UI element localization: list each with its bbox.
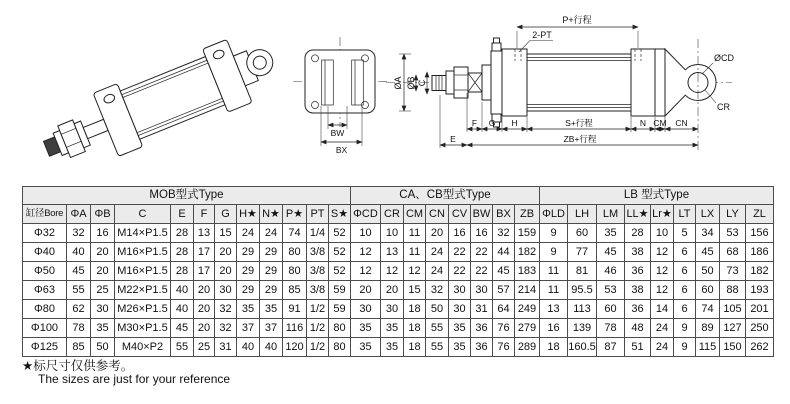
value-cell: 24 (426, 243, 449, 262)
value-cell: 60 (568, 224, 597, 243)
column-header: Lr★ (651, 205, 674, 224)
value-cell: 80 (283, 243, 307, 262)
value-cell: 1/4 (307, 224, 329, 243)
value-cell: 35 (381, 338, 404, 357)
value-cell: M16×P1.5 (115, 243, 171, 262)
value-cell: 45 (696, 243, 720, 262)
value-cell: 57 (493, 281, 515, 300)
value-cell: 12 (651, 262, 674, 281)
column-header: LY (720, 205, 746, 224)
value-cell: 76 (493, 319, 515, 338)
value-cell: 30 (449, 281, 471, 300)
value-cell: 60 (696, 281, 720, 300)
value-cell: 9 (540, 243, 568, 262)
value-cell: 78 (597, 319, 625, 338)
dim-cn-label: CN (675, 118, 688, 128)
value-cell: 40 (237, 338, 260, 357)
value-cell: 24 (651, 319, 674, 338)
bore-cell: Φ50 (23, 262, 67, 281)
value-cell: 46 (597, 262, 625, 281)
value-cell: M16×P1.5 (115, 262, 171, 281)
value-cell: 36 (471, 319, 493, 338)
column-header: ZL (746, 205, 774, 224)
value-cell: 11 (404, 243, 426, 262)
cap-outline (305, 50, 375, 113)
bore-cell: Φ40 (23, 243, 67, 262)
column-header: C (115, 205, 171, 224)
value-cell: 16 (471, 224, 493, 243)
value-cell: 262 (746, 338, 774, 357)
value-cell: 193 (746, 281, 774, 300)
dim-f-label: F (471, 118, 478, 128)
column-header: E (171, 205, 194, 224)
value-cell: 24 (260, 224, 283, 243)
value-cell: 40 (67, 243, 91, 262)
value-cell: 74 (283, 224, 307, 243)
value-cell: 45 (67, 262, 91, 281)
value-cell: 17 (194, 243, 215, 262)
value-cell: 105 (720, 300, 746, 319)
value-cell: 29 (260, 281, 283, 300)
value-cell: 17 (194, 262, 215, 281)
value-cell: 35 (260, 300, 283, 319)
rear-head (631, 49, 655, 116)
value-cell: 51 (625, 338, 651, 357)
column-header: LM (597, 205, 625, 224)
value-cell: 14 (651, 300, 674, 319)
value-cell: 3/8 (307, 281, 329, 300)
value-cell: 11 (540, 281, 568, 300)
value-cell: M40×P2 (115, 338, 171, 357)
value-cell: 59 (329, 300, 351, 319)
value-cell: 81 (568, 262, 597, 281)
value-cell: 29 (237, 262, 260, 281)
column-header: ΦLD (540, 205, 568, 224)
value-cell: 85 (283, 281, 307, 300)
value-cell: 28 (625, 224, 651, 243)
value-cell: 52 (329, 262, 351, 281)
value-cell: 30 (91, 300, 115, 319)
value-cell: 22 (449, 243, 471, 262)
column-header: LL★ (625, 205, 651, 224)
value-cell: 150 (720, 338, 746, 357)
footnote-zh: ★标尺寸仅供参考。 (22, 359, 134, 373)
value-cell: 55 (171, 338, 194, 357)
value-cell: 44 (493, 243, 515, 262)
value-cell: 32 (215, 319, 237, 338)
value-cell: 52 (329, 224, 351, 243)
value-cell: 40 (171, 300, 194, 319)
column-header: LX (696, 205, 720, 224)
dim-phi-a-label: ØA (393, 76, 403, 90)
value-cell: 116 (283, 319, 307, 338)
bore-cell: Φ125 (23, 338, 67, 357)
column-header: PT (307, 205, 329, 224)
value-cell: 88 (720, 281, 746, 300)
value-cell: 13 (381, 243, 404, 262)
column-header: LH (568, 205, 597, 224)
value-cell: 28 (171, 262, 194, 281)
value-cell: 55 (426, 319, 449, 338)
value-cell: 6 (674, 243, 696, 262)
dim-e-label: E (450, 134, 456, 144)
rod-gland (482, 65, 491, 100)
value-cell: 20 (91, 243, 115, 262)
value-cell: 87 (597, 338, 625, 357)
value-cell: 249 (515, 300, 540, 319)
value-cell: 29 (260, 262, 283, 281)
value-cell: 1/2 (307, 338, 329, 357)
value-cell: 40 (260, 338, 283, 357)
table-row (23, 262, 774, 281)
dim-cm-label: CM (653, 118, 667, 128)
column-header: CR (381, 205, 404, 224)
value-cell: 15 (404, 281, 426, 300)
value-cell: 37 (237, 319, 260, 338)
value-cell: 3/8 (307, 262, 329, 281)
value-cell: 159 (515, 224, 540, 243)
value-cell: 9 (674, 338, 696, 357)
column-header: ΦB (91, 205, 115, 224)
value-cell: 30 (449, 300, 471, 319)
column-header: CN (426, 205, 449, 224)
value-cell: 35 (597, 224, 625, 243)
value-cell: 18 (540, 338, 568, 357)
value-cell: 20 (194, 281, 215, 300)
table-row (23, 224, 774, 243)
dim-zb-label: ZB+行程 (563, 134, 597, 144)
table-row (23, 281, 774, 300)
value-cell: 48 (625, 319, 651, 338)
value-cell: 10 (651, 224, 674, 243)
value-cell: 50 (91, 338, 115, 357)
value-cell: 11 (404, 224, 426, 243)
column-header: ΦCD (351, 205, 381, 224)
value-cell: 12 (651, 243, 674, 262)
column-header: H★ (237, 205, 260, 224)
bore-cell: Φ32 (23, 224, 67, 243)
bore-cell: Φ63 (23, 281, 67, 300)
dim-c-label: C (417, 79, 427, 87)
dim-s-label: S+行程 (565, 118, 593, 128)
value-cell: 11 (540, 262, 568, 281)
value-cell: 29 (237, 243, 260, 262)
value-cell: 20 (215, 243, 237, 262)
value-cell: 35 (351, 319, 381, 338)
value-cell: 113 (568, 300, 597, 319)
column-header: CM (404, 205, 426, 224)
value-cell: 18 (404, 300, 426, 319)
value-cell: 25 (91, 281, 115, 300)
value-cell: 60 (597, 300, 625, 319)
value-cell: 64 (493, 300, 515, 319)
value-cell: 68 (720, 243, 746, 262)
section-header: MOB型式Type (23, 187, 351, 205)
value-cell: 59 (329, 281, 351, 300)
value-cell: 45 (171, 319, 194, 338)
front-flange (491, 51, 502, 114)
value-cell: 50 (426, 300, 449, 319)
value-cell: 182 (746, 262, 774, 281)
rod-nut (454, 67, 468, 98)
value-cell: 38 (625, 243, 651, 262)
value-cell: 20 (194, 300, 215, 319)
value-cell: 12 (351, 262, 381, 281)
isometric-view-drawing (25, 5, 280, 173)
column-header: CV (449, 205, 471, 224)
value-cell: 9 (540, 224, 568, 243)
value-cell: 16 (91, 224, 115, 243)
value-cell: 10 (351, 224, 381, 243)
value-cell: M30×P1.5 (115, 319, 171, 338)
value-cell: 85 (67, 338, 91, 357)
value-cell: 53 (597, 281, 625, 300)
value-cell: 18 (404, 338, 426, 357)
column-header: N★ (260, 205, 283, 224)
value-cell: 6 (674, 281, 696, 300)
value-cell: 50 (696, 262, 720, 281)
dim-bw-label: BW (330, 128, 345, 138)
value-cell: 32 (426, 281, 449, 300)
value-cell: 37 (260, 319, 283, 338)
value-cell: 28 (171, 243, 194, 262)
column-header: S★ (329, 205, 351, 224)
value-cell: 10 (381, 224, 404, 243)
value-cell: 20 (351, 281, 381, 300)
cm-plate (655, 49, 665, 116)
table-row (23, 338, 774, 357)
column-header: P★ (283, 205, 307, 224)
value-cell: 30 (471, 281, 493, 300)
value-cell: 55 (426, 338, 449, 357)
value-cell: 9 (674, 319, 696, 338)
value-cell: 156 (746, 224, 774, 243)
column-header: BW (471, 205, 493, 224)
value-cell: 160.5 (568, 338, 597, 357)
value-cell: 20 (426, 224, 449, 243)
value-cell: 80 (283, 262, 307, 281)
value-cell: M22×P1.5 (115, 281, 171, 300)
value-cell: 45 (493, 262, 515, 281)
value-cell: 13 (540, 300, 568, 319)
bore-cell: Φ100 (23, 319, 67, 338)
value-cell: 289 (515, 338, 540, 357)
value-cell: 35 (351, 338, 381, 357)
value-cell: 12 (381, 262, 404, 281)
value-cell: 38 (625, 281, 651, 300)
value-cell: 20 (194, 319, 215, 338)
value-cell: 91 (283, 300, 307, 319)
value-cell: 31 (215, 338, 237, 357)
value-cell: 12 (351, 243, 381, 262)
section-header: LB 型式Type (540, 187, 774, 205)
value-cell: 6 (674, 262, 696, 281)
value-cell: 77 (568, 243, 597, 262)
value-cell: 32 (67, 224, 91, 243)
cylinder-tube (527, 54, 631, 111)
value-cell: 31 (471, 300, 493, 319)
table-row (23, 300, 774, 319)
value-cell: 183 (515, 262, 540, 281)
dim-p-label: P+行程 (562, 15, 592, 25)
value-cell: 53 (720, 224, 746, 243)
value-cell: 35 (237, 300, 260, 319)
value-cell: 30 (381, 300, 404, 319)
value-cell: 34 (696, 224, 720, 243)
value-cell: 214 (515, 281, 540, 300)
value-cell: 76 (493, 338, 515, 357)
value-cell: 30 (351, 300, 381, 319)
value-cell: 25 (194, 338, 215, 357)
column-header: LT (674, 205, 696, 224)
value-cell: 15 (215, 224, 237, 243)
value-cell: 1/2 (307, 300, 329, 319)
value-cell: 22 (449, 262, 471, 281)
value-cell: 201 (746, 300, 774, 319)
value-cell: 95.5 (568, 281, 597, 300)
bore-cell: Φ80 (23, 300, 67, 319)
dim-h-label: H (511, 118, 518, 128)
value-cell: 35 (449, 319, 471, 338)
value-cell: 24 (426, 262, 449, 281)
value-cell: 40 (171, 281, 194, 300)
value-cell: 120 (283, 338, 307, 357)
value-cell: 250 (746, 319, 774, 338)
dim-phi-b-label: ØB (406, 76, 416, 90)
value-cell: 20 (381, 281, 404, 300)
column-header: ΦA (67, 205, 91, 224)
value-cell: 32 (493, 224, 515, 243)
column-header: G (215, 205, 237, 224)
value-cell: 6 (674, 300, 696, 319)
value-cell: 22 (471, 262, 493, 281)
dim-cd-label: ØCD (714, 53, 734, 63)
side-view-drawing (380, 5, 790, 167)
column-header: 缸径Bore (23, 205, 67, 224)
footnote-en: The sizes are just for your reference (38, 372, 231, 386)
value-cell: 30 (215, 281, 237, 300)
value-cell: 73 (720, 262, 746, 281)
column-header: ZB (515, 205, 540, 224)
value-cell: 22 (471, 243, 493, 262)
value-cell: 3/8 (307, 243, 329, 262)
value-cell: 55 (67, 281, 91, 300)
value-cell: 36 (471, 338, 493, 357)
value-cell: 74 (696, 300, 720, 319)
table-row (23, 319, 774, 338)
value-cell: 80 (329, 338, 351, 357)
value-cell: M14×P1.5 (115, 224, 171, 243)
dim-bx-label: BX (335, 145, 348, 155)
port-label: 2-PT (532, 30, 552, 40)
value-cell: 78 (67, 319, 91, 338)
value-cell: 1/2 (307, 319, 329, 338)
value-cell: 139 (568, 319, 597, 338)
value-cell: 182 (515, 243, 540, 262)
value-cell: 29 (260, 243, 283, 262)
dim-g-label: G (488, 118, 496, 128)
column-header: F (194, 205, 215, 224)
value-cell: 24 (237, 224, 260, 243)
section-header: CA、CB型式Type (351, 187, 540, 205)
value-cell: 80 (329, 319, 351, 338)
value-cell: 12 (651, 281, 674, 300)
value-cell: 127 (720, 319, 746, 338)
value-cell: 18 (404, 319, 426, 338)
value-cell: 5 (674, 224, 696, 243)
value-cell: 20 (91, 262, 115, 281)
front-head (502, 49, 527, 116)
value-cell: M26×P1.5 (115, 300, 171, 319)
value-cell: 24 (651, 338, 674, 357)
value-cell: 16 (540, 319, 568, 338)
cylinder-tube (120, 57, 225, 140)
value-cell: 16 (449, 224, 471, 243)
value-cell: 45 (597, 243, 625, 262)
value-cell: 36 (625, 262, 651, 281)
value-cell: 186 (746, 243, 774, 262)
value-cell: 13 (194, 224, 215, 243)
value-cell: 89 (696, 319, 720, 338)
value-cell: 35 (449, 338, 471, 357)
dim-n-label: N (639, 118, 647, 128)
value-cell: 115 (696, 338, 720, 357)
value-cell: 29 (237, 281, 260, 300)
value-cell: 35 (91, 319, 115, 338)
value-cell: 279 (515, 319, 540, 338)
value-cell: 35 (381, 319, 404, 338)
column-header: BX (493, 205, 515, 224)
value-cell: 12 (404, 262, 426, 281)
value-cell: 62 (67, 300, 91, 319)
value-cell: 28 (171, 224, 194, 243)
dim-cr-label: CR (717, 102, 730, 112)
table-row (23, 243, 774, 262)
value-cell: 36 (625, 300, 651, 319)
value-cell: 32 (215, 300, 237, 319)
value-cell: 20 (215, 262, 237, 281)
value-cell: 52 (329, 243, 351, 262)
spec-table (22, 186, 774, 357)
